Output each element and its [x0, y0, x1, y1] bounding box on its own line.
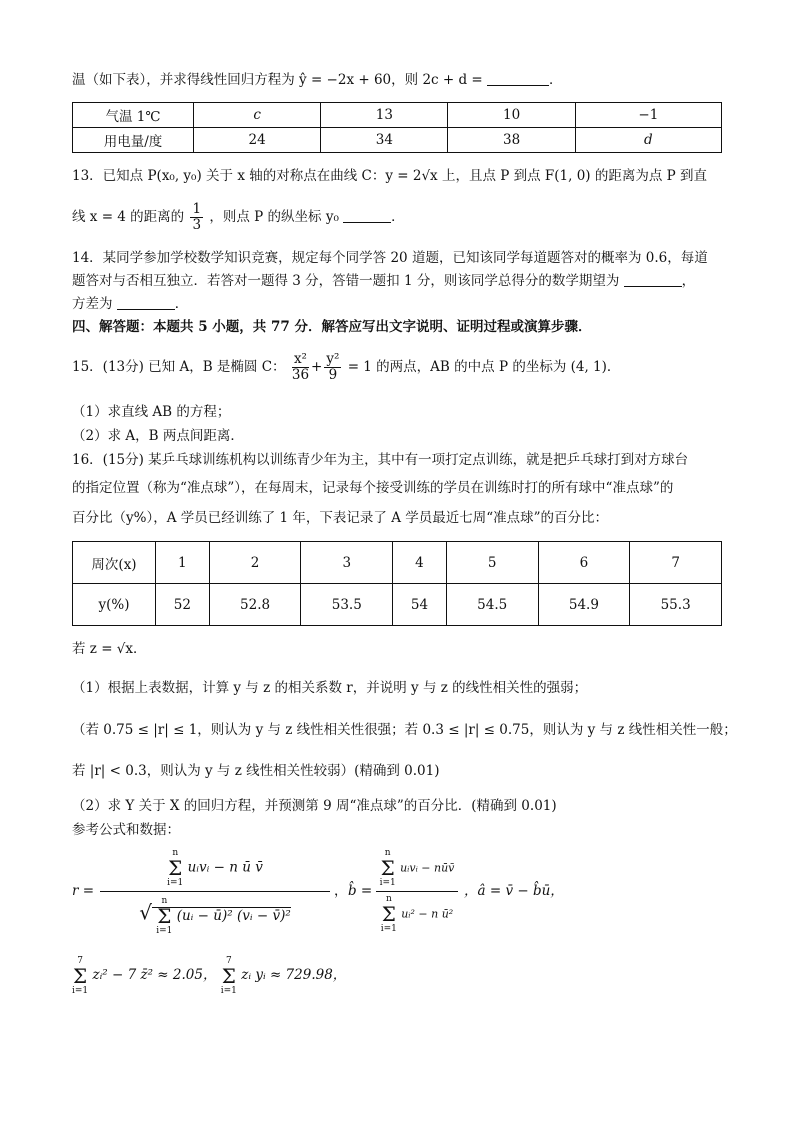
- formula-block: r = n Σ i=1 uᵢvᵢ − n ū v̄ √ n Σ i=1 (uᵢ − ū)² (vᵢ − v̄)² ， b̂ = n Σ i=1 uᵢvᵢ − nūv̄ n Σ i=1 uᵢ² − n ū² ，â = v̄ − b̂ū，: [72, 848, 564, 936]
- q12-line: 温（如下表），并求得线性回归方程为 ŷ = −2x + 60，则 2c + d = ．: [72, 72, 563, 88]
- q16-line1: 16．(15分) 某乒乓球训练机构以训练青少年为主，其中有一项打定点训练，就是把乒乓球打到对方球台: [72, 452, 689, 468]
- q16-part1: （1）根据上表数据，计算 y 与 z 的相关系数 r，并说明 y 与 z 的线性相关性的强弱；: [72, 680, 588, 696]
- accuracy-table: [72, 541, 722, 626]
- q14-line2: 题答对与否相互独立．若答对一题得 3 分，答错一题扣 1 分，则该同学总得分的数学期望为 ，: [72, 273, 696, 289]
- q16-line3: 百分比（y%），A 学员已经训练了 1 年，下表记录了 A 学员最近七周“准点球”的百分比：: [72, 510, 609, 526]
- answer-blank: [487, 71, 549, 86]
- table-row: 气温 1℃ c 13 10 −1: [73, 103, 722, 128]
- q16-condition2: 若 |r| < 0.3，则认为 y 与 z 线性相关性较弱）(精确到 0.01): [72, 763, 440, 779]
- data-sums: 7 Σ i=1 zᵢ² − 7 z̄² ≈ 2.05， 7 Σ i=1 zᵢ yᵢ ≈ 729.98，: [72, 955, 347, 996]
- answer-blank: [624, 272, 682, 287]
- table-row: 周次(x) 1 2 3 4 5 6 7: [73, 542, 722, 584]
- temperature-table: [72, 102, 722, 153]
- q13-line1: 13．已知点 P(x₀, y₀) 关于 x 轴的对称点在曲线 C：y = 2√x 上，且点 P 到点 F(1, 0) 的距离为点 P 到直: [72, 168, 708, 184]
- reference-label: 参考公式和数据：: [72, 822, 180, 838]
- q14-line3: 方差为 ．: [72, 296, 189, 312]
- section-title: 四、解答题：本题共 5 小题，共 77 分．解答应写出文字说明、证明过程或演算步骤．: [72, 319, 592, 335]
- fraction: $\frac{1}{3}$: [192, 201, 202, 233]
- answer-blank: [117, 295, 175, 310]
- fraction: $\frac{\text{x²}}{36}$: [291, 351, 310, 383]
- q15-part2: （2）求 A，B 两点间距离．: [72, 428, 244, 444]
- q13-line2: 线 x = 4 的距离的 $\frac{1}{3}$ ，则点 P 的纵坐标 y₀ ．: [72, 201, 405, 233]
- q16-condition1: （若 0.75 ≤ |r| ≤ 1，则认为 y 与 z 线性相关性很强；若 0.3 ≤ |r| ≤ 0.75，则认为 y 与 z 线性相关性一般；: [72, 722, 737, 738]
- table-row: y(%) 52 52.8 53.5 54 54.5 54.9 55.3: [73, 584, 722, 626]
- table-row: 用电量/度 24 34 38 d: [73, 128, 722, 153]
- r-fraction: n Σ i=1 uᵢvᵢ − n ū v̄ √ n Σ i=1 (uᵢ − ū)² (vᵢ − v̄)²: [100, 848, 330, 936]
- q15-head: 15．(13分) 已知 A，B 是椭圆 C： $\frac{\text{x²}}{36}$ + $\frac{\text{y²}}{9}$ = 1 的两点，AB 的中点 P 的坐标为 (4, 1)．: [72, 351, 621, 383]
- answer-blank: [343, 208, 391, 223]
- z-definition: 若 z = √x．: [72, 641, 147, 657]
- q15-part1: （1）求直线 AB 的方程；: [72, 404, 231, 420]
- b-fraction: n Σ i=1 uᵢvᵢ − nūv̄ n Σ i=1 uᵢ² − n ū²: [376, 848, 458, 934]
- fraction: $\frac{\text{y²}}{9}$: [326, 351, 340, 383]
- q16-part2: （2）求 Y 关于 X 的回归方程，并预测第 9 周“准点球”的百分比．(精确到 0.01): [72, 798, 557, 814]
- q16-line2: 的指定位置（称为“准点球”），在每周末，记录每个接受训练的学员在训练时打的所有球中“准点球”的: [72, 480, 674, 496]
- q14-line1: 14．某同学参加学校数学知识竞赛，规定每个同学答 20 道题，已知该同学每道题答对的概率为 0.6，每道: [72, 250, 708, 266]
